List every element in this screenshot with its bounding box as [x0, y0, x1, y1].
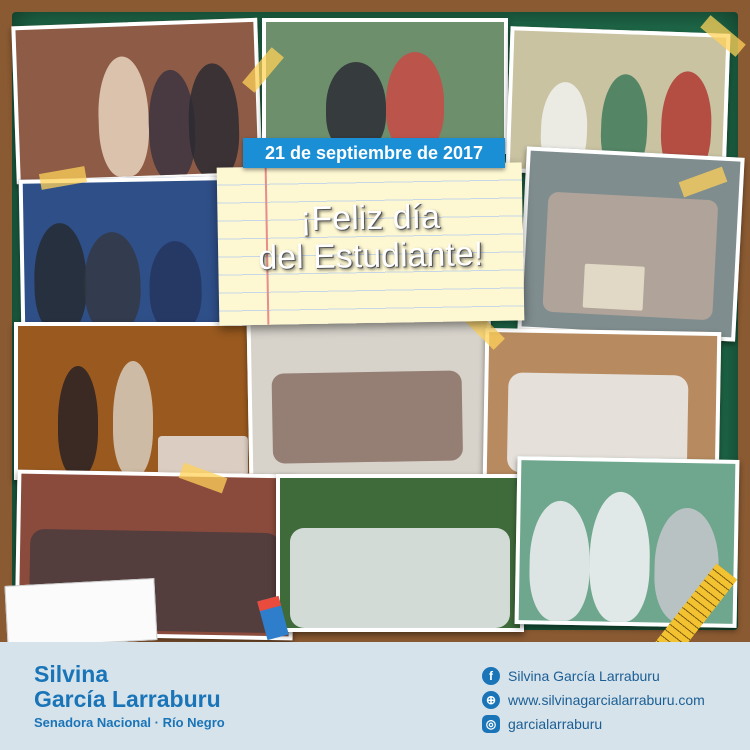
social-link-instagram[interactable] [482, 714, 602, 734]
greeting-note [217, 162, 525, 325]
photo-hallway-students [11, 18, 262, 184]
date-banner: 21 de septiembre de 2017 [243, 138, 505, 168]
greeting-line-2: del Estudiante! [257, 235, 484, 277]
photo-classroom-visit [262, 18, 508, 154]
social-link-website[interactable] [482, 690, 705, 710]
open-notebook [4, 578, 157, 642]
instagram-icon: ◎ [482, 715, 500, 733]
brand-name [34, 662, 294, 712]
website-label: www.silvinagarcialarraburu.com [508, 692, 705, 708]
brand-name-line-1: Silvina [34, 661, 109, 687]
brand-name-line-2: García Larraburu [34, 686, 221, 712]
facebook-icon: f [482, 667, 500, 685]
globe-icon: ⊕ [482, 691, 500, 709]
instagram-label: garcialarraburu [508, 716, 603, 732]
facebook-label: Silvina García Larraburu [508, 668, 660, 684]
brand-role: Senadora Nacional · Río Negro [34, 715, 225, 730]
photo-girls-group [19, 176, 226, 336]
photo-dining-hall [14, 322, 260, 480]
social-link-facebook[interactable] [482, 666, 660, 686]
photo-lab-coats-outdoor [276, 474, 524, 632]
greeting-title [217, 196, 523, 277]
greeting-line-1: ¡Feliz día [299, 197, 441, 239]
photo-workshop [247, 316, 494, 484]
